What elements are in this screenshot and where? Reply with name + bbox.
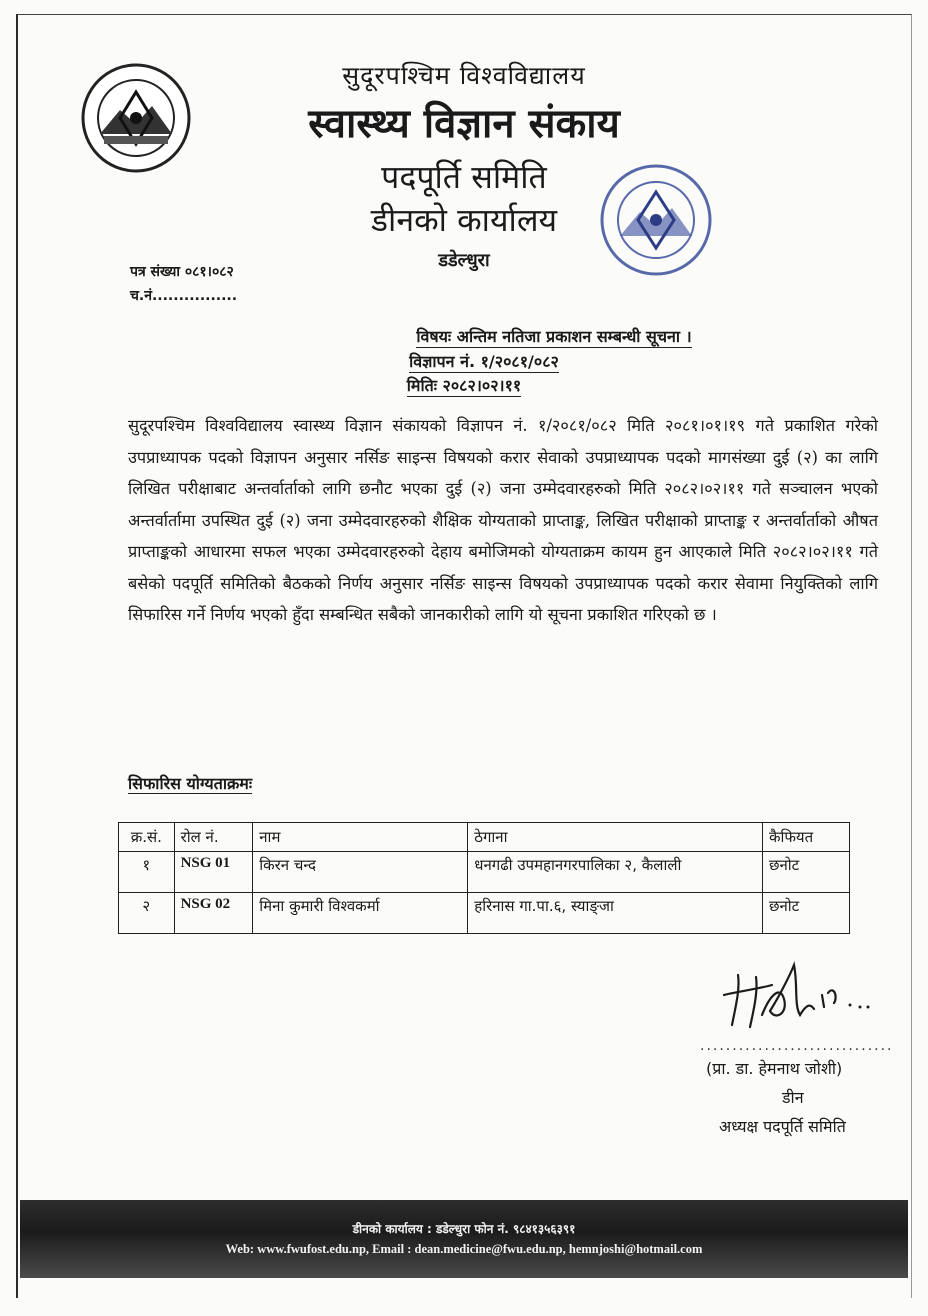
- row-roll: NSG 01: [174, 852, 253, 893]
- header-name: नाम: [253, 823, 468, 852]
- row-name: मिना कुमारी विश्वकर्मा: [253, 893, 468, 934]
- signatory-name: (प्रा. डा. हेमनाथ जोशी): [706, 1059, 843, 1078]
- faculty-name: स्वास्थ्य विज्ञान संकाय: [308, 101, 620, 147]
- dispatch-number: च.नं................: [130, 288, 238, 304]
- row-address: धनगढी उपमहानगरपालिका २, कैलाली: [468, 852, 763, 893]
- row-address: हरिनास गा.पा.६, स्याङ्जा: [468, 893, 763, 934]
- table-header-row: [119, 823, 850, 852]
- table-row: [119, 852, 850, 893]
- footer-contact: Web: www.fwufost.edu.np, Email : dean.medicine@fwu.edu.np, hemnjoshi@hotmail.com: [225, 1242, 703, 1256]
- table-row: [119, 893, 850, 934]
- recommendation-heading: सिफारिस योग्यताक्रमः: [128, 774, 253, 793]
- advert-number: विज्ञापन नं. १/२०८१/०८२: [409, 352, 559, 371]
- letter-number: पत्र संख्या ०८१।०८२: [130, 264, 234, 280]
- footer-bar: [20, 1200, 908, 1278]
- row-sn: १: [119, 852, 175, 893]
- footer-address: डीनको कार्यालय : डडेल्धुरा फोन नं. ९८४१३५६३९१: [352, 1222, 576, 1236]
- row-remarks: छनोट: [762, 852, 849, 893]
- committee-name: पदपूर्ति समिति: [381, 158, 547, 196]
- recommendation-table: [118, 822, 850, 934]
- signature-line: ..............................: [700, 1038, 894, 1054]
- header-roll: रोल नं.: [174, 823, 253, 852]
- subject-title: विषयः अन्तिम नतिजा प्रकाशन सम्बन्धी सूचना ।: [416, 327, 692, 346]
- header-address: ठेगाना: [468, 823, 763, 852]
- row-sn: २: [119, 893, 175, 934]
- header-remarks: कैफियत: [762, 823, 849, 852]
- office-location: डडेल्धुरा: [438, 250, 490, 271]
- header-sn: क्र.सं.: [119, 823, 175, 852]
- signatory-title: डीन: [782, 1088, 804, 1107]
- row-roll: NSG 02: [174, 893, 253, 934]
- handwritten-signature: [710, 955, 880, 1045]
- row-remarks: छनोट: [762, 893, 849, 934]
- notice-date: मितिः २०८२।०२।११: [406, 376, 522, 395]
- university-name: सुदूरपश्चिम विश्वविद्यालय: [342, 61, 586, 90]
- row-name: किरन चन्द: [253, 852, 468, 893]
- notice-body: सुदूरपश्चिम विश्वविद्यालय स्वास्थ्य विज्ञान संकायको विज्ञापन नं. १/२०८१/०८२ मिति २०८१।०१।१९ गते प्रकाशित गरेको उपप्राध्यापक पदको विज्ञापन अनुसार नर्सिङ साइन्स विषयको करार सेवाको उपप्राध्यापक पदको मागसंख्या दुई (२) का लागि लिखित परीक्षाबाट अन्तर्वार्ताको लागि छनौट भएका दुई (२) जना उम्मेदवारहरुको मिति २०८२।०२।११ गते सञ्चालन भएको अन्तर्वार्तामा उपस्थित दुई (२) जना उम्मेदवारहरुको शैक्षिक योग्यताको प्राप्ताङ्क, लिखित परीक्षाको प्राप्ताङ्क र अन्तर्वार्ताको औषत प्राप्ताङ्कको आधारमा सफल भएका उम्मेदवारहरुको देहाय बमोजिमको योग्यताक्रम कायम हुन आएकाले मिति २०८२।०२।११ गते बसेको पदपूर्ति समितिको बैठकको निर्णय अनुसार नर्सिङ साइन्स विषयको उपप्राध्यापक पदको करार सेवामा नियुक्तिको लागि सिफारिस गर्ने निर्णय भएको हुँदा सम्बन्धित सबैको जानकारीको लागि यो सूचना प्रकाशित गरिएको छ ।: [128, 416, 878, 624]
- office-name: डीनको कार्यालय: [370, 201, 558, 239]
- signatory-role: अध्यक्ष पदपूर्ति समिति: [719, 1117, 846, 1136]
